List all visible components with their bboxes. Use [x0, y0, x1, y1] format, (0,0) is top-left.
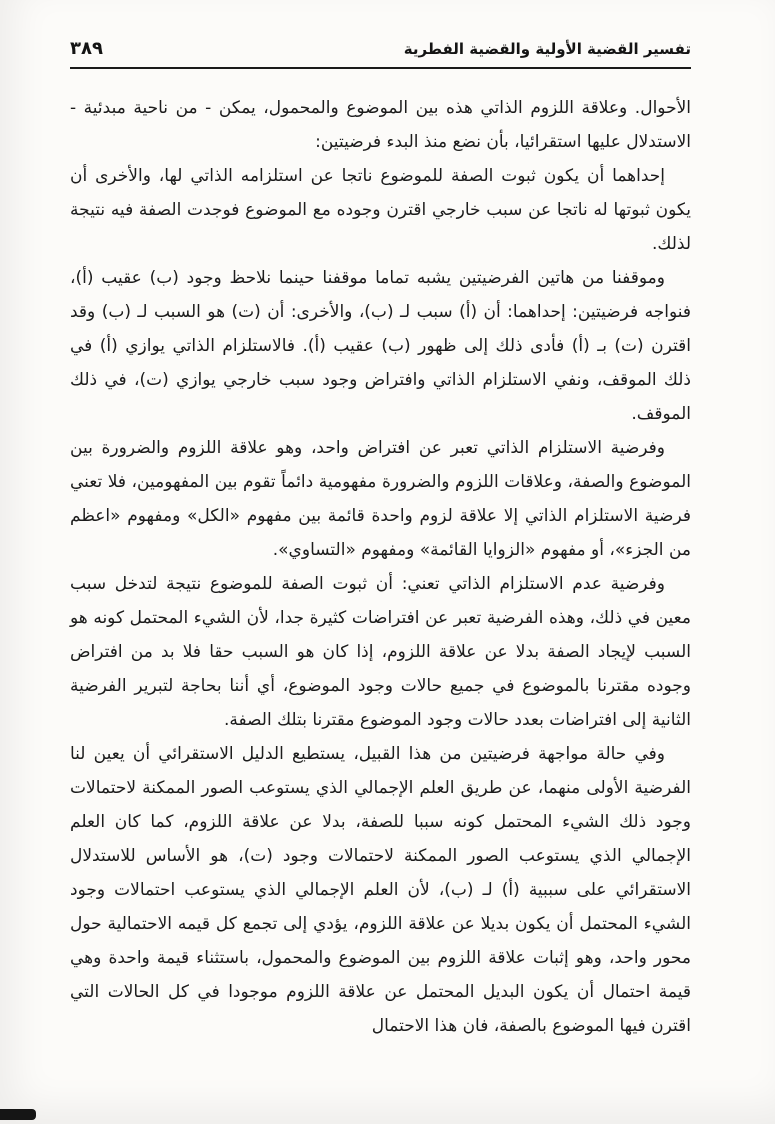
- paragraph-5: وفرضية عدم الاستلزام الذاتي تعني: أن ثبوت الصفة للموضوع نتيجة لتدخل سبب معين في ذلك، وهذه الفرضية تعبر عن افتراضات كثيرة جدا، لأن الشيء المحتمل كونه هو السبب لإيجاد الصفة بدلا عن علاقة اللزوم، إذا كان هو السبب حقا فلا بد من افتراض وجوده مقترنا بالموضوع في جميع حالات وجود الموضوع، أي أننا بحاجة لتبرير الفرضية الثانية إلى افتراضات بعدد حالات وجود الموضوع مقترنا بتلك الصفة.: [70, 574, 691, 730]
- header-rule: [70, 67, 691, 69]
- paragraph-4: وفرضية الاستلزام الذاتي تعبر عن افتراض واحد، وهو علاقة اللزوم والضرورة بين الموضوع والصفة، وعلاقات اللزوم والضرورة مفهومية دائماً تقوم بين المفهومين، فلا تعني فرضية الاستلزام الذاتي إلا علاقة لزوم واحدة قائمة بين مفهوم «الكل» ومفهوم «اعظم من الجزء»، أو مفهوم «الزوايا القائمة» ومفهوم «التساوي».: [70, 438, 691, 560]
- paragraph-1: الأحوال. وعلاقة اللزوم الذاتي هذه بين الموضوع والمحمول، يمكن - من ناحية مبدئية - الاستدلال عليها استقرائيا، بأن نضع منذ البدء فرضيتين:: [70, 98, 691, 152]
- paragraph-3: وموقفنا من هاتين الفرضيتين يشبه تماما موقفنا حينما نلاحظ وجود (ب) عقيب (أ)، فنواجه فرضيتين: إحداهما: أن (أ) سبب لـ (ب)، والأخرى: أن (ت) هو السبب لـ (ب) وقد اقترن (ت) بـ (أ) فأدى ذلك إلى ظهور (ب) عقيب (أ). فالاستلزام الذاتي يوازي (أ) في ذلك الموقف، ونفي الاستلزام الذاتي وافتراض وجود سبب خارجي يوازي (ت)، في ذلك الموقف.: [70, 268, 691, 424]
- running-title: تفسير القضية الأولية والقضية الفطرية: [403, 40, 691, 58]
- paragraph-6: وفي حالة مواجهة فرضيتين من هذا القبيل، يستطيع الدليل الاستقرائي أن يعين لنا الفرضية الأولى منهما، عن طريق العلم الإجمالي الذي يستوعب الصور الممكنة لاحتمالات وجود ذلك الشيء المحتمل كونه سببا للصفة، بدلا عن علاقة اللزوم، كما كان العلم الإجمالي الذي يستوعب الصور الممكنة لاحتمالات وجود (ت)، هو الأساس للاستدلال الاستقرائي على سببية (أ) لـ (ب)، لأن العلم الإجمالي الذي يستوعب احتمالات وجود الشيء المحتمل أن يكون بديلا عن علاقة اللزوم، يؤدي إلى تجمع كل قيمه الاحتمالية حول محور واحد، وهو إثبات علاقة اللزوم بين الموضوع والمحمول، باستثناء قيمة واحدة وهي قيمة احتمال أن يكون البديل المحتمل عن علاقة اللزوم موجودا في كل الحالات التي اقترن فيها الموضوع بالصفة، فان هذا الاحتمال: [70, 744, 691, 1036]
- page-body: [70, 91, 691, 1043]
- page-number: ٣٨٩: [70, 38, 103, 59]
- paragraph-2: إحداهما أن يكون ثبوت الصفة للموضوع ناتجا عن استلزامه الذاتي لها، والأخرى أن يكون ثبوتها له ناتجا عن سبب خارجي اقترن وجوده مع الموضوع فوجدت الصفة فيه نتيجة لذلك.: [70, 166, 691, 254]
- page-header: [70, 38, 691, 59]
- scan-artifact-mark: [0, 1109, 36, 1120]
